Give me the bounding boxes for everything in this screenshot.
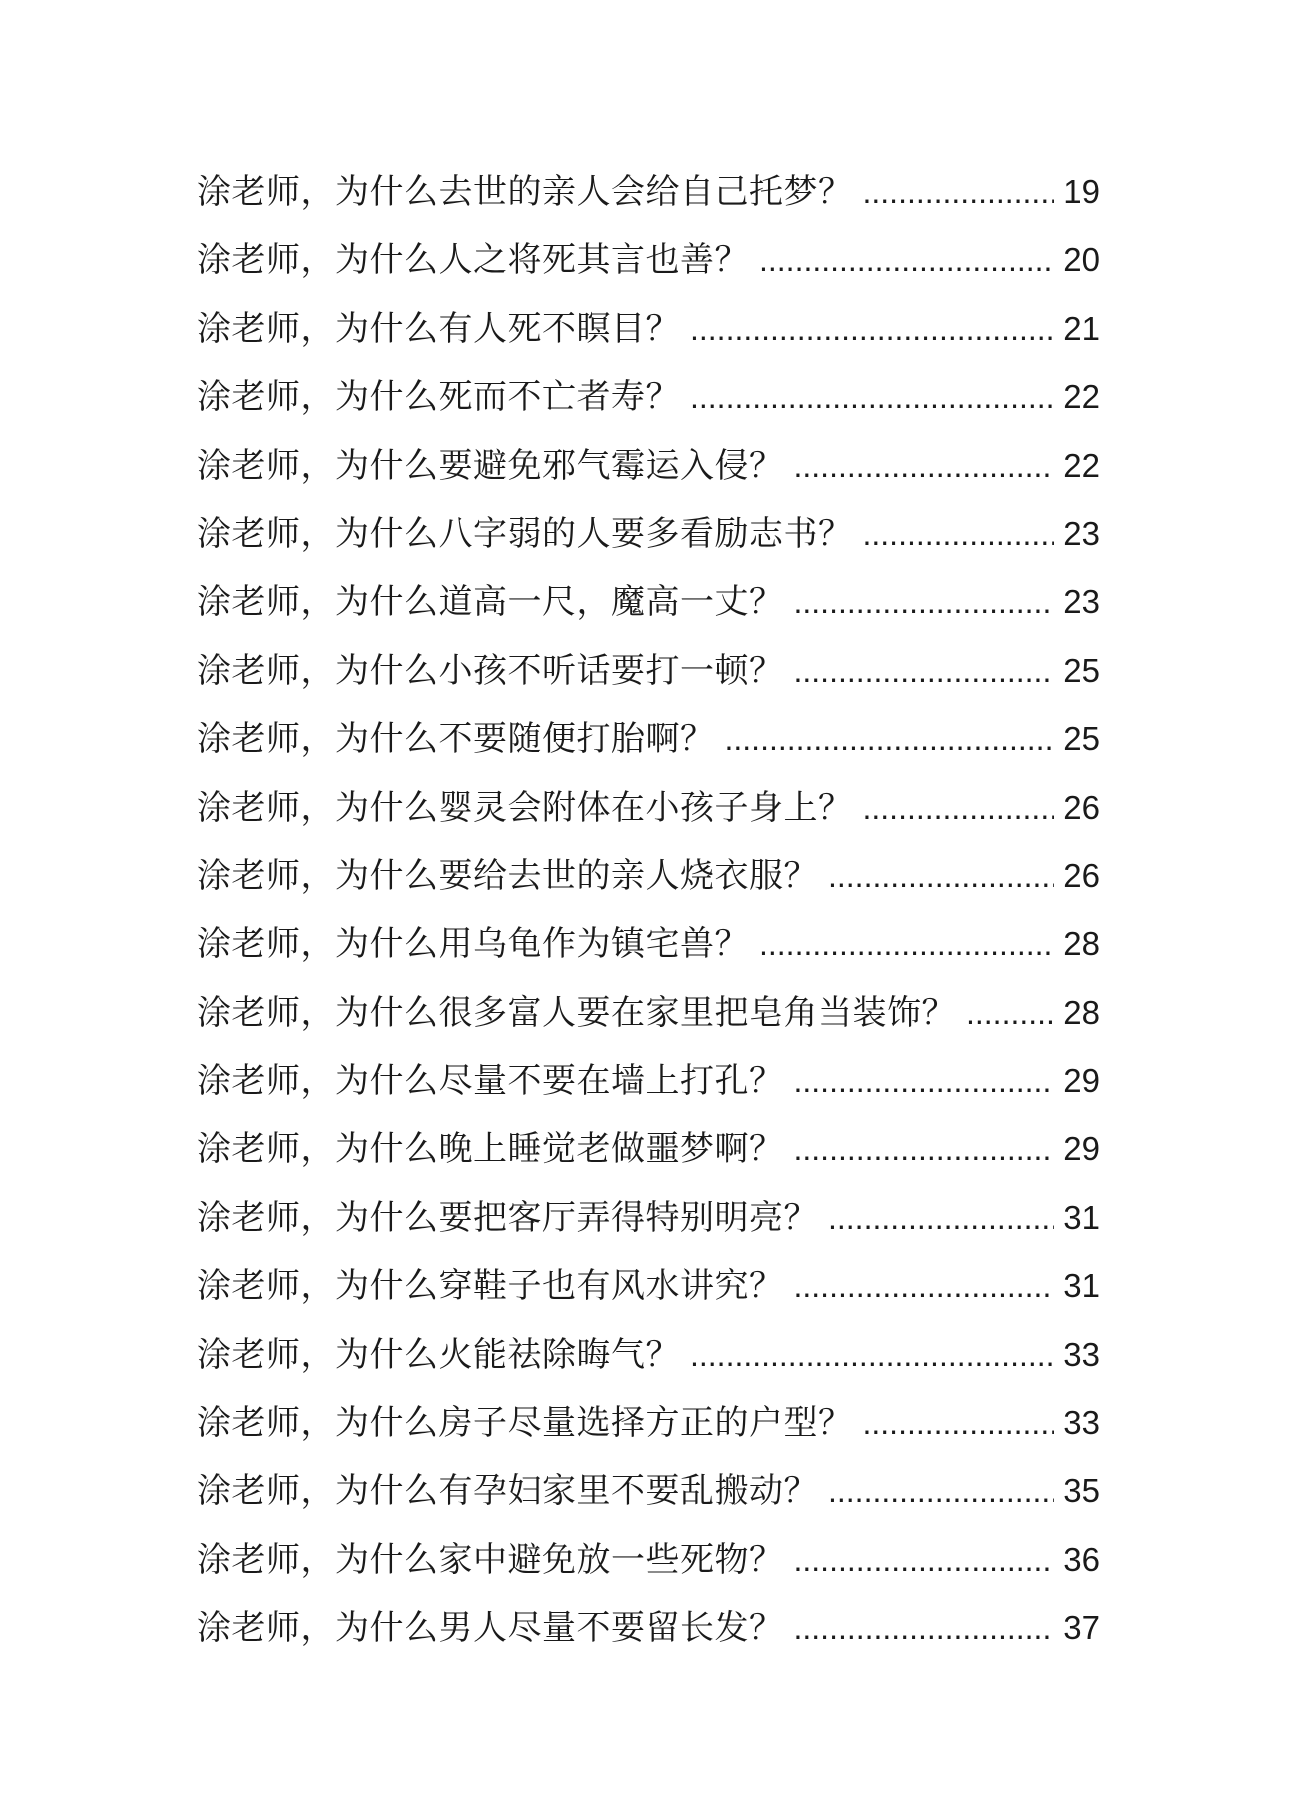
toc-entry-page-number: 28: [1063, 993, 1100, 1031]
toc-entry[interactable]: [197, 774, 1100, 842]
toc-entry-page-number: 20: [1063, 241, 1100, 279]
dot-leader: [966, 979, 1054, 1047]
toc-entry-page-number: 31: [1063, 1198, 1100, 1236]
dot-leader: [863, 158, 1055, 226]
dot-leader: [828, 1184, 1054, 1252]
toc-entry[interactable]: [197, 1457, 1100, 1525]
toc-entry-title: 涂老师，为什么火能祛除晦气？: [197, 1334, 680, 1375]
dot-leader: [794, 1115, 1055, 1183]
toc-entry-title: 涂老师，为什么小孩不听话要打一顿？: [197, 650, 784, 691]
toc-entry-page-number: 35: [1063, 1472, 1100, 1510]
toc-entry-page-number: 31: [1063, 1267, 1100, 1305]
toc-entry-title: 涂老师，为什么男人尽量不要留长发？: [197, 1608, 784, 1649]
toc-entry[interactable]: [197, 1389, 1100, 1457]
toc-entry-title: 涂老师，为什么用乌龟作为镇宅兽？: [197, 924, 749, 965]
toc-entry-page-number: 21: [1063, 309, 1100, 347]
toc-entry[interactable]: [197, 1594, 1100, 1662]
toc-entry-page-number: 25: [1063, 651, 1100, 689]
toc-entry[interactable]: [197, 1252, 1100, 1320]
dot-leader: [794, 1526, 1055, 1594]
toc-entry[interactable]: [197, 1321, 1100, 1389]
dot-leader: [690, 295, 1054, 363]
dot-leader: [759, 910, 1054, 978]
dot-leader: [690, 363, 1054, 431]
dot-leader: [794, 637, 1055, 705]
toc-entry-title: 涂老师，为什么死而不亡者寿？: [197, 377, 680, 418]
toc-entry[interactable]: [197, 637, 1100, 705]
dot-leader: [759, 226, 1054, 294]
toc-entry-title: 涂老师，为什么房子尽量选择方正的户型？: [197, 1403, 853, 1444]
dot-leader: [794, 1252, 1055, 1320]
toc-entry[interactable]: [197, 568, 1100, 636]
dot-leader: [828, 1457, 1054, 1525]
toc-entry-page-number: 33: [1063, 1404, 1100, 1442]
toc-entry-title: 涂老师，为什么有人死不瞑目？: [197, 308, 680, 349]
dot-leader: [725, 705, 1055, 773]
toc-entry-title: 涂老师，为什么人之将死其言也善？: [197, 240, 749, 281]
toc-entry[interactable]: [197, 1184, 1100, 1252]
toc-entry-page-number: 26: [1063, 856, 1100, 894]
toc-entry-page-number: 29: [1063, 1062, 1100, 1100]
dot-leader: [794, 432, 1055, 500]
toc-entry-title: 涂老师，为什么不要随便打胎啊？: [197, 719, 715, 760]
toc-entry[interactable]: [197, 910, 1100, 978]
toc-entry-page-number: 23: [1063, 514, 1100, 552]
table-of-contents: [197, 158, 1100, 1663]
toc-entry-page-number: 28: [1063, 925, 1100, 963]
toc-entry[interactable]: [197, 432, 1100, 500]
toc-entry[interactable]: [197, 979, 1100, 1047]
toc-entry-page-number: 33: [1063, 1335, 1100, 1373]
toc-entry[interactable]: [197, 295, 1100, 363]
toc-entry-title: 涂老师，为什么要把客厅弄得特别明亮？: [197, 1197, 818, 1238]
toc-entry-page-number: 25: [1063, 720, 1100, 758]
toc-entry[interactable]: [197, 226, 1100, 294]
toc-entry[interactable]: [197, 363, 1100, 431]
toc-entry-page-number: 22: [1063, 378, 1100, 416]
toc-entry-title: 涂老师，为什么婴灵会附体在小孩子身上？: [197, 787, 853, 828]
toc-entry-page-number: 29: [1063, 1130, 1100, 1168]
toc-entry-title: 涂老师，为什么要给去世的亲人烧衣服？: [197, 855, 818, 896]
toc-entry-page-number: 23: [1063, 583, 1100, 621]
toc-entry-page-number: 37: [1063, 1609, 1100, 1647]
toc-entry-page-number: 19: [1063, 173, 1100, 210]
toc-entry[interactable]: [197, 158, 1100, 226]
toc-entry[interactable]: [197, 500, 1100, 568]
dot-leader: [794, 568, 1055, 636]
toc-entry-title: 涂老师，为什么要避免邪气霉运入侵？: [197, 445, 784, 486]
dot-leader: [863, 1389, 1055, 1457]
toc-entry-title: 涂老师，为什么道高一尺，魔高一丈？: [197, 582, 784, 623]
toc-entry[interactable]: [197, 705, 1100, 773]
toc-entry-title: 涂老师，为什么穿鞋子也有风水讲究？: [197, 1266, 784, 1307]
toc-entry-title: 涂老师，为什么八字弱的人要多看励志书？: [197, 513, 853, 554]
toc-entry-page-number: 22: [1063, 446, 1100, 484]
toc-entry-title: 涂老师，为什么去世的亲人会给自己托梦？: [197, 172, 853, 212]
toc-entry-title: 涂老师，为什么家中避免放一些死物？: [197, 1539, 784, 1580]
toc-entry-title: 涂老师，为什么很多富人要在家里把皂角当装饰？: [197, 992, 956, 1033]
toc-entry[interactable]: [197, 1526, 1100, 1594]
toc-entry-title: 涂老师，为什么晚上睡觉老做噩梦啊？: [197, 1129, 784, 1170]
toc-entry[interactable]: [197, 1047, 1100, 1115]
toc-entry[interactable]: [197, 842, 1100, 910]
toc-entry-page-number: 36: [1063, 1540, 1100, 1578]
toc-entry[interactable]: [197, 1115, 1100, 1183]
dot-leader: [863, 774, 1055, 842]
dot-leader: [794, 1594, 1055, 1662]
dot-leader: [690, 1321, 1054, 1389]
dot-leader: [863, 500, 1055, 568]
dot-leader: [828, 842, 1054, 910]
toc-entry-page-number: 26: [1063, 788, 1100, 826]
toc-entry-title: 涂老师，为什么有孕妇家里不要乱搬动？: [197, 1471, 818, 1512]
toc-entry-title: 涂老师，为什么尽量不要在墙上打孔？: [197, 1061, 784, 1102]
dot-leader: [794, 1047, 1055, 1115]
